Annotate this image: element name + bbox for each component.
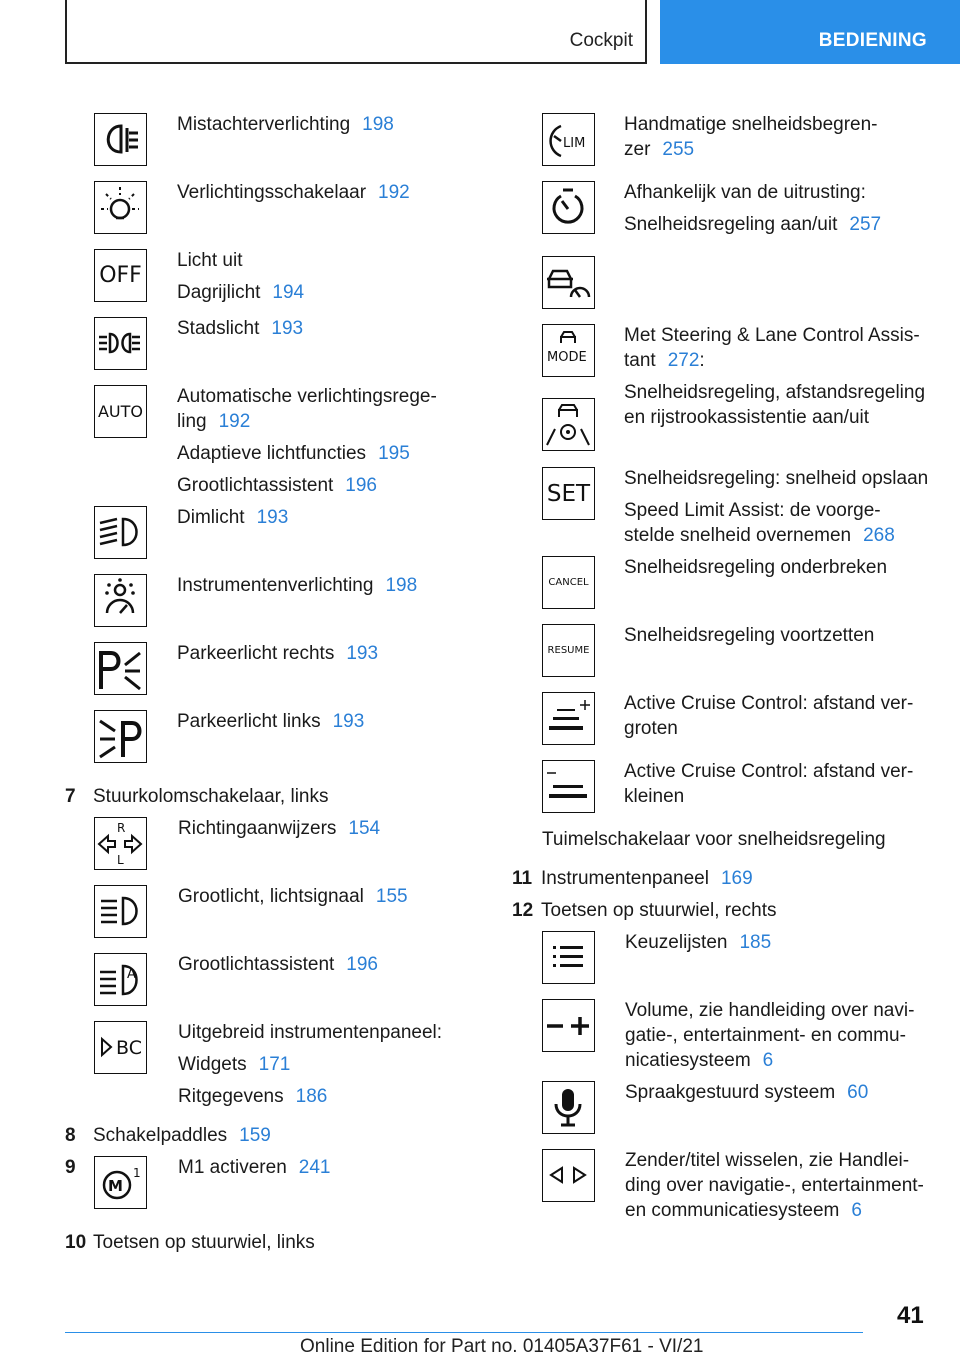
list-item: Grootlichtassistent 196 xyxy=(177,475,377,496)
list-item: Verlichtingsschakelaar 192 xyxy=(177,182,410,203)
item-label: Schakelpaddles 159 xyxy=(93,1125,271,1146)
svg-text:R: R xyxy=(117,821,126,835)
list-item: Met Steering & Lane Control Assis- xyxy=(624,325,920,346)
low-beam-icon xyxy=(94,506,147,559)
list-item: Dimlicht 193 xyxy=(177,507,289,528)
high-beam-assist-icon xyxy=(94,953,147,1006)
turn-signal-icon xyxy=(94,817,147,870)
distance-increase-icon xyxy=(542,692,595,745)
list-item: en rijstrookassistentie aan/uit xyxy=(624,407,870,428)
footer-edition: Online Edition for Part no. 01405A37F61 - VI/21 xyxy=(300,1336,704,1357)
list-item: groten xyxy=(624,718,678,739)
item-label: Instrumentenpaneel 169 xyxy=(541,868,753,889)
parking-light-right-icon xyxy=(94,642,147,695)
item-label: Toetsen op stuurwiel, rechts xyxy=(541,900,777,921)
item-number: 12 xyxy=(512,900,534,921)
svg-text:L: L xyxy=(117,853,124,867)
header-section-title: Cockpit xyxy=(569,30,633,51)
distance-cruise-icon xyxy=(542,256,595,309)
list-item: Active Cruise Control: afstand ver- xyxy=(624,693,914,714)
speed-limiter-label: LIM xyxy=(563,136,586,151)
list-item: Grootlichtassistent 196 xyxy=(178,954,378,975)
list-item: ding over navigatie-, entertainment- xyxy=(625,1175,924,1196)
list-item: Snelheidsregeling: snelheid opslaan xyxy=(624,468,929,489)
volume-icon xyxy=(542,999,595,1052)
high-beam-icon xyxy=(94,885,147,938)
cruise-control-icon xyxy=(542,181,595,234)
list-item: tant 272: xyxy=(624,350,705,371)
list-item: Uitgebreid instrumentenpaneel: xyxy=(178,1022,443,1043)
list-item: Volume, zie handleiding over navi- xyxy=(625,1000,915,1021)
list-item: kleinen xyxy=(624,786,685,807)
list-item: nicatiesysteem 6 xyxy=(625,1050,774,1071)
item-number: 9 xyxy=(65,1157,76,1178)
list-item: Parkeerlicht links 193 xyxy=(177,711,365,732)
microphone-icon xyxy=(542,1081,595,1134)
header-chapter-title: BEDIENING xyxy=(818,30,927,51)
header-chapter-box xyxy=(660,0,960,64)
page-number: 41 xyxy=(897,1302,924,1329)
list-item: Grootlicht, lichtsignaal 155 xyxy=(178,886,408,907)
instrument-lighting-icon xyxy=(94,574,147,627)
parking-light-left-icon xyxy=(94,710,147,763)
list-item: Licht uit xyxy=(177,250,243,271)
list-item: en communicatiesysteem 6 xyxy=(625,1200,862,1221)
m1-icon xyxy=(94,1156,147,1209)
light-switch-icon xyxy=(94,181,147,234)
item-number: 8 xyxy=(65,1125,76,1146)
mode-icon xyxy=(542,324,595,377)
bc-icon xyxy=(94,1021,147,1074)
svg-text:M: M xyxy=(108,1177,123,1195)
svg-text:1: 1 xyxy=(133,1166,141,1180)
list-item: Snelheidsregeling aan/uit 257 xyxy=(624,214,882,235)
mode-label: MODE xyxy=(547,350,587,365)
list-item: Automatische verlichtingsrege- xyxy=(177,386,437,407)
list-item: Snelheidsregeling onderbreken xyxy=(624,557,888,578)
list-item: Keuzelijsten 185 xyxy=(625,932,772,953)
list-icon xyxy=(542,931,595,984)
list-item: Afhankelijk van de uitrusting: xyxy=(624,182,866,203)
list-item: Active Cruise Control: afstand ver- xyxy=(624,761,914,782)
list-item: Mistachterverlichting 198 xyxy=(177,114,394,135)
bc-icon-label: BC xyxy=(116,1037,142,1059)
fog-light-icon xyxy=(94,113,147,166)
list-item: Adaptieve lichtfuncties 195 xyxy=(177,443,410,464)
speed-limiter-icon xyxy=(542,113,595,166)
list-item: Zender/titel wisselen, zie Handlei- xyxy=(625,1150,910,1171)
list-item: M1 activeren 241 xyxy=(178,1157,331,1178)
list-item: Instrumentenverlichting 198 xyxy=(177,575,418,596)
list-item: Dagrijlicht 194 xyxy=(177,282,305,303)
item-label: Toetsen op stuurwiel, links xyxy=(93,1232,315,1253)
header-section-box xyxy=(65,0,647,64)
off-icon: OFF xyxy=(94,249,147,302)
item-number: 10 xyxy=(65,1232,87,1253)
svg-text:A: A xyxy=(127,967,136,982)
list-item: Ritgegevens 186 xyxy=(178,1086,328,1107)
list-item: ling 192 xyxy=(177,411,251,432)
item-label: Stuurkolomschakelaar, links xyxy=(93,786,329,807)
list-item: Snelheidsregeling, afstandsregeling xyxy=(624,382,926,403)
list-item: Snelheidsregeling voortzetten xyxy=(624,625,875,646)
parking-lights-icon xyxy=(94,317,147,370)
distance-decrease-icon xyxy=(542,760,595,813)
resume-icon: RESUME xyxy=(542,624,595,677)
lane-assist-icon xyxy=(542,398,595,451)
list-item: gatie-, entertainment- en commu- xyxy=(625,1025,906,1046)
cancel-icon: CANCEL xyxy=(542,556,595,609)
list-item: Widgets 171 xyxy=(178,1054,291,1075)
list-item: Speed Limit Assist: de voorge- xyxy=(624,500,881,521)
list-item: Spraakgestuurd systeem 60 xyxy=(625,1082,869,1103)
footer-divider xyxy=(65,1332,863,1333)
list-item: stelde snelheid overnemen 268 xyxy=(624,525,895,546)
list-item: zer 255 xyxy=(624,139,695,160)
list-item: Stadslicht 193 xyxy=(177,318,304,339)
set-icon: SET xyxy=(542,467,595,520)
list-item: Handmatige snelheidsbegren- xyxy=(624,114,878,135)
item-number: 11 xyxy=(512,868,533,889)
auto-icon: AUTO xyxy=(94,385,147,438)
list-item: Richtingaanwijzers 154 xyxy=(178,818,381,839)
skip-icon xyxy=(542,1149,595,1202)
rocker-caption: Tuimelschakelaar voor snelheidsregeling xyxy=(542,829,886,850)
item-number: 7 xyxy=(65,786,76,807)
list-item: Parkeerlicht rechts 193 xyxy=(177,643,379,664)
